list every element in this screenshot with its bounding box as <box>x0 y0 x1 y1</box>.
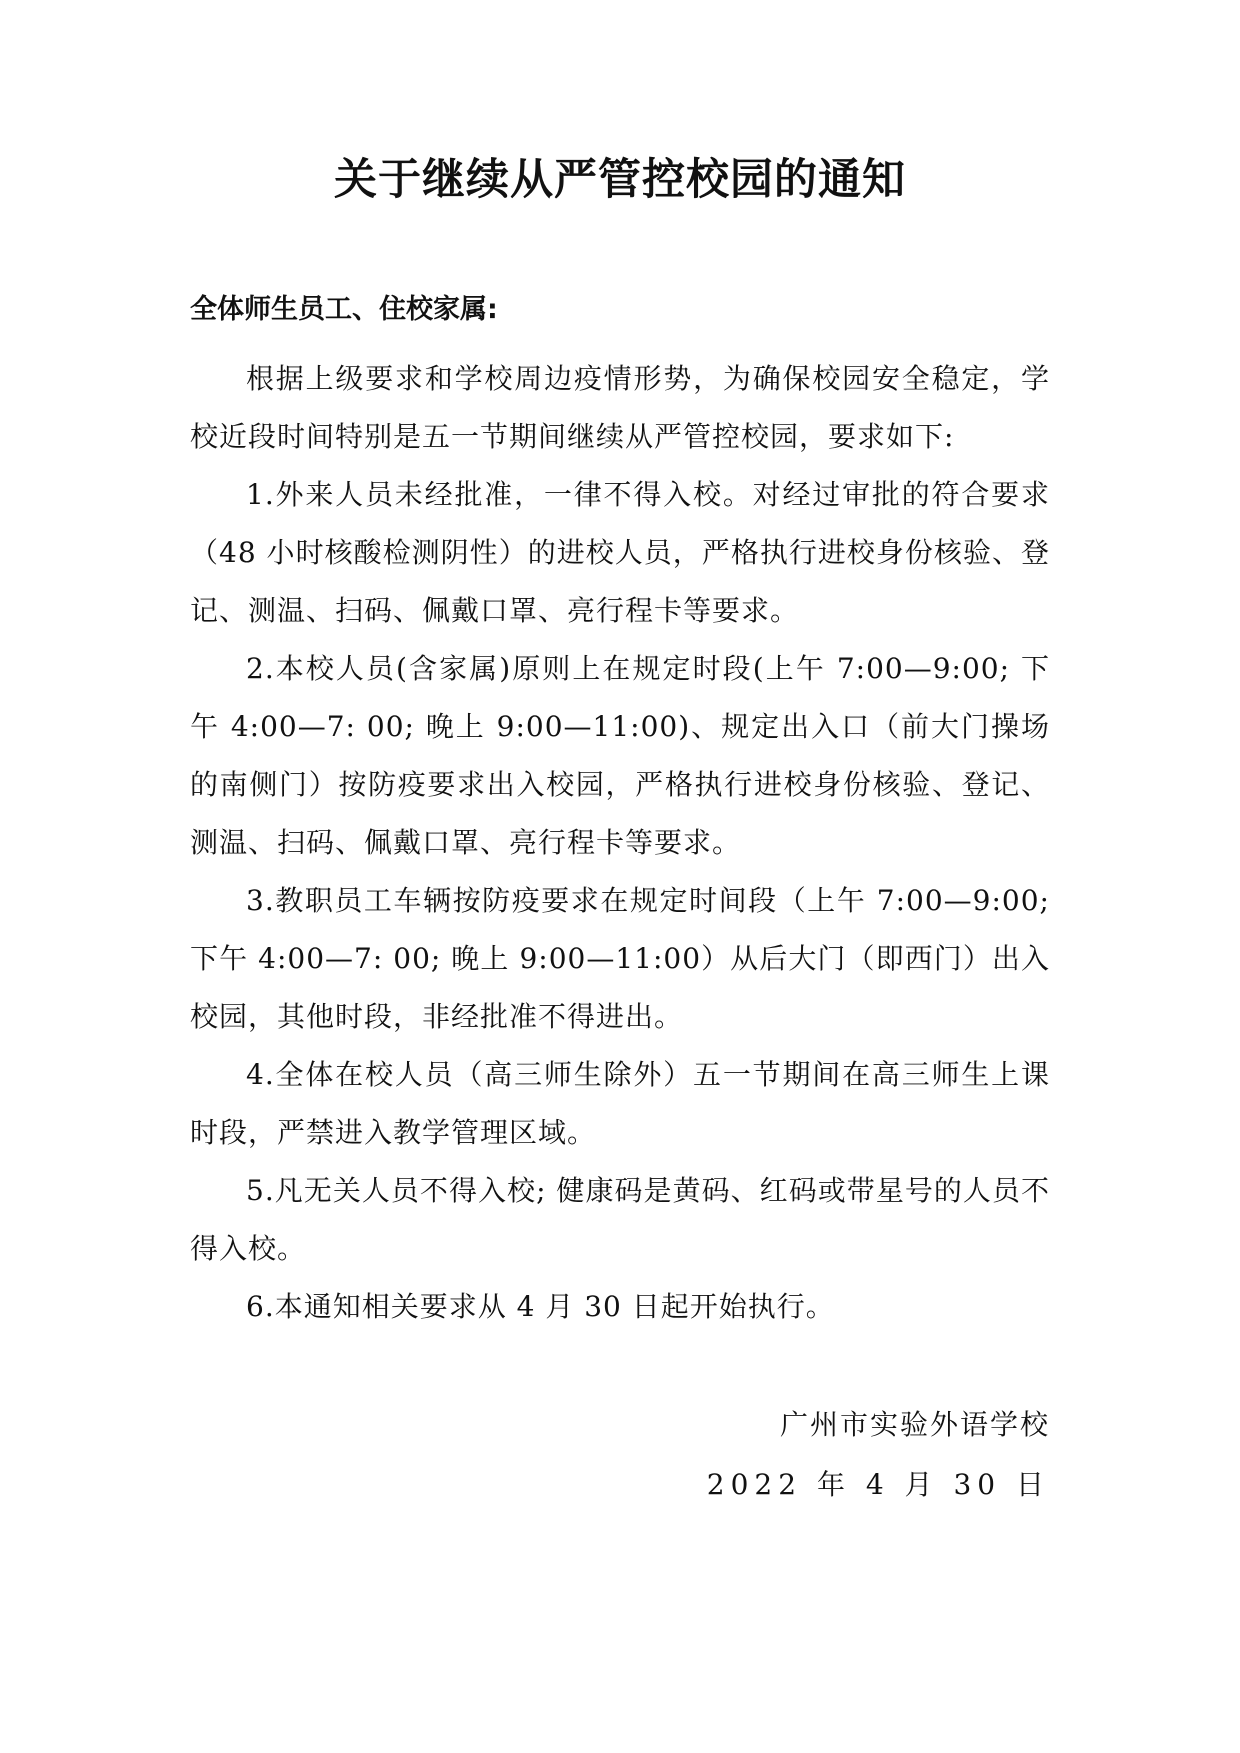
item-4: 4.全体在校人员（高三师生除外）五一节期间在高三师生上课时段，严禁进入教学管理区域。 <box>190 1058 1050 1149</box>
item-2: 2.本校人员(含家属)原则上在规定时段(上午 7:00—9:00; 下午 4:00—7: 00; 晚上 9:00—11:00)、规定出入口（前大门操场的南侧门）按防疫要求出入校园，严格执行进校身份核验、登记、测温、扫码、佩戴口罩、亮行程卡等要求。 <box>190 652 1050 859</box>
item-5: 5.凡无关人员不得入校; 健康码是黄码、红码或带星号的人员不得入校。 <box>190 1174 1050 1265</box>
issuer-name: 广州市实验外语学校 <box>779 1408 1050 1441</box>
signature-block <box>707 1395 1050 1515</box>
item-6: 6.本通知相关要求从 4 月 30 日起开始执行。 <box>246 1290 835 1323</box>
document-title: 关于继续从严管控校园的通知 <box>334 155 906 205</box>
item-1: 1.外来人员未经批准，一律不得入校。对经过审批的符合要求（48 小时核酸检测阴性）的进校人员，严格执行进校身份核验、登记、测温、扫码、佩戴口罩、亮行程卡等要求。 <box>190 478 1050 627</box>
salutation: 全体师生员工、住校家属: <box>190 294 498 325</box>
document-body <box>190 350 1050 1336</box>
item-3: 3.教职员工车辆按防疫要求在规定时间段（上午 7:00—9:00; 下午 4:00—7: 00; 晚上 9:00—11:00）从后大门（即西门）出入校园，其他时段，非经批准不得进出。 <box>190 884 1050 1033</box>
issue-date: 2022 年 4 月 30 日 <box>706 1468 1050 1501</box>
intro-paragraph: 根据上级要求和学校周边疫情形势，为确保校园安全稳定，学校近段时间特别是五一节期间继续从严管控校园，要求如下: <box>190 362 1050 453</box>
